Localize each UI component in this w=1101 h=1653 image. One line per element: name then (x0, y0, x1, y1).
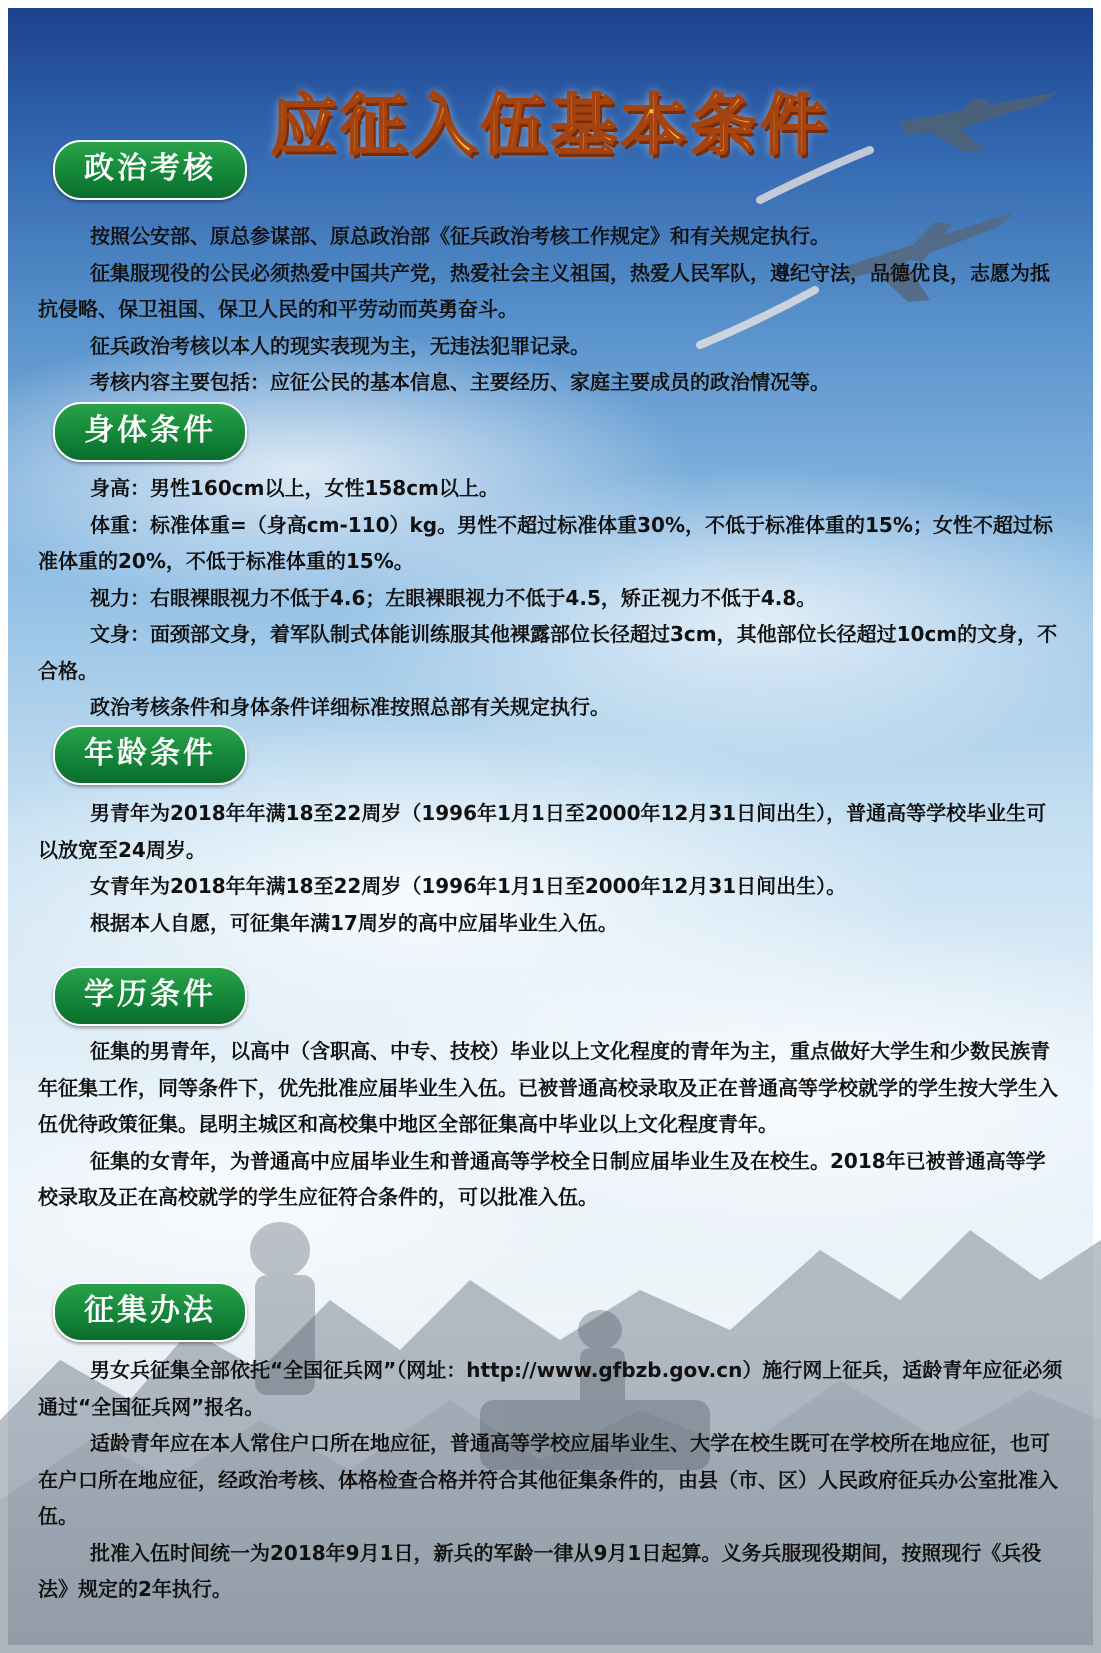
section-body-physical-conditions (38, 470, 1063, 726)
paragraph: 身高：男性160cm以上，女性158cm以上。 (90, 476, 499, 500)
section-heading-political-review: 政治考核 (53, 140, 247, 200)
paragraph: 批准入伍时间统一为2018年9月1日，新兵的军龄一律从9月1日起算。义务兵服现役期间，按照现行《兵役法》规定的2年执行。 (38, 1540, 1042, 1601)
paragraph: 体重：标准体重=（身高cm-110）kg。男性不超过标准体重30%，不低于标准体重的15%；女性不超过标准体重的20%，不低于标准体重的15%。 (38, 512, 1053, 573)
paragraph: 按照公安部、原总参谋部、原总政治部《征兵政治考核工作规定》和有关规定执行。 (90, 224, 830, 248)
paragraph: 征集的男青年，以高中（含职高、中专、技校）毕业以上文化程度的青年为主，重点做好大学生和少数民族青年征集工作，同等条件下，优先批准应届毕业生入伍。已被普通高校录取及正在普通高等学校就学的学生按大学生入伍优待政策征集。昆明主城区和高校集中地区全部征集高中毕业以上文化程度青年。 (38, 1039, 1058, 1136)
paragraph: 男女兵征集全部依托“全国征兵网”（网址：http://www.gfbzb.gov.cn）施行网上征兵，适龄青年应征必须通过“全国征兵网”报名。 (38, 1358, 1063, 1419)
paragraph: 政治考核条件和身体条件详细标准按照总部有关规定执行。 (90, 695, 610, 719)
page-title: 应征入伍基本条件 (270, 87, 831, 164)
section-heading-physical-conditions: 身体条件 (53, 402, 247, 462)
paragraph: 征兵政治考核以本人的现实表现为主，无违法犯罪记录。 (90, 333, 590, 358)
paragraph: 根据本人自愿，可征集年满17周岁的高中应届毕业生入伍。 (90, 910, 618, 935)
section-body-education-conditions (38, 1033, 1063, 1216)
paragraph: 文身：面颈部文身，着军队制式体能训练服其他裸露部位长径超过3cm，其他部位长径超过10cm的文身，不合格。 (38, 622, 1058, 683)
paragraph: 征集服现役的公民必须热爱中国共产党，热爱社会主义祖国，热爱人民军队，遵纪守法，品德优良，志愿为抵抗侵略、保卫祖国、保卫人民的和平劳动而英勇奋斗。 (38, 260, 1050, 321)
section-heading-recruitment-method: 征集办法 (53, 1282, 247, 1342)
paragraph: 视力：右眼裸眼视力不低于4.6；左眼裸眼视力不低于4.5，矫正视力不低于4.8。 (90, 585, 817, 610)
section-body-age-conditions (38, 795, 1063, 941)
section-heading-age-conditions: 年龄条件 (53, 725, 247, 785)
paragraph: 女青年为2018年年满18至22周岁（1996年1月1日至2000年12月31日间出生）。 (90, 874, 847, 898)
paragraph: 适龄青年应在本人常住户口所在地应征，普通高等学校应届毕业生、大学在校生既可在学校所在地应征，也可在户口所在地应征，经政治考核、体格检查合格并符合其他征集条件的，由县（市、区）人民政府征兵办公室批准入伍。 (38, 1431, 1058, 1528)
paragraph: 男青年为2018年年满18至22周岁（1996年1月1日至2000年12月31日间出生），普通高等学校毕业生可以放宽至24周岁。 (38, 801, 1047, 862)
section-body-political-review (38, 218, 1063, 401)
paragraph: 考核内容主要包括：应征公民的基本信息、主要经历、家庭主要成员的政治情况等。 (90, 370, 830, 394)
paragraph: 征集的女青年，为普通高中应届毕业生和普通高等学校全日制应届毕业生及在校生。2018年已被普通高等学校录取及正在高校就学的学生应征符合条件的，可以批准入伍。 (38, 1148, 1046, 1209)
section-heading-education-conditions: 学历条件 (53, 966, 247, 1026)
section-body-recruitment-method (38, 1352, 1063, 1608)
